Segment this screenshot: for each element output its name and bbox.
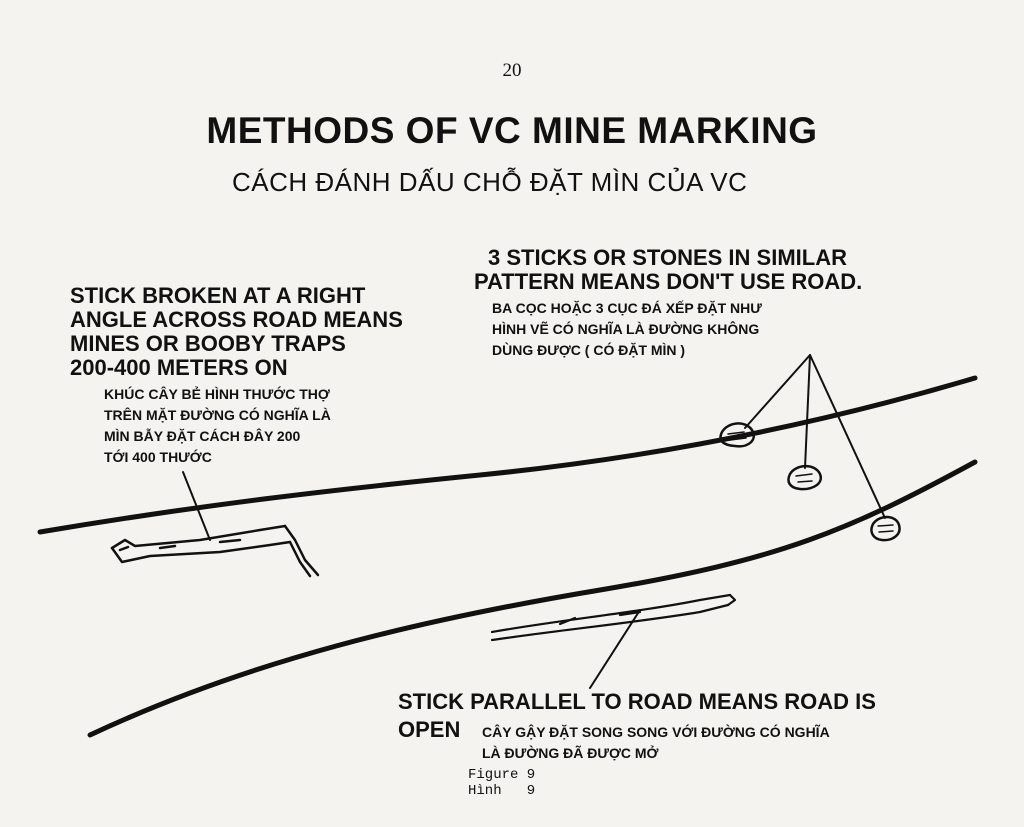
page-subtitle: CÁCH ĐÁNH DẤU CHỖ ĐẶT MÌN CỦA VC (232, 167, 748, 197)
parallel-stick-english-line-2: OPEN (398, 717, 461, 742)
stone-3-drawing (871, 517, 899, 540)
figure-caption (468, 767, 535, 799)
pointer-parallel-stick (590, 610, 640, 688)
three-sticks-english (474, 246, 862, 294)
pointer-stone-3 (810, 355, 885, 518)
page-title: METHODS OF VC MINE MARKING (206, 110, 818, 151)
parallel-stick-vietnamese-line-2: LÀ ĐƯỜNG ĐÃ ĐƯỢC MỞ (482, 745, 659, 761)
three-sticks-vietnamese-line-3: DÙNG ĐƯỢC ( CÓ ĐẶT MÌN ) (492, 342, 686, 358)
pointer-stone-2 (805, 355, 810, 468)
broken-stick-vietnamese-line-1: KHÚC CÂY BẺ HÌNH THƯỚC THỢ (104, 386, 330, 402)
figure-caption-english: Figure 9 (468, 767, 536, 783)
broken-stick-vietnamese-line-2: TRÊN MẶT ĐƯỜNG CÓ NGHĨA LÀ (104, 407, 331, 423)
broken-stick-english-line-1: STICK BROKEN AT A RIGHT (70, 283, 366, 308)
parallel-stick-vietnamese-line-1: CÂY GẬY ĐẶT SONG SONG VỚI ĐƯỜNG CÓ NGHĨA (482, 724, 830, 740)
broken-stick-vietnamese-line-4: TỚI 400 THƯỚC (104, 449, 212, 465)
broken-stick-vietnamese (104, 384, 331, 468)
pointer-stone-1 (745, 355, 810, 428)
broken-stick-english-line-2: ANGLE ACROSS ROAD MEANS (70, 307, 403, 332)
three-sticks-english-line-1: 3 STICKS OR STONES IN SIMILAR (488, 245, 847, 270)
broken-stick-english-line-3: MINES OR BOOBY TRAPS (70, 331, 346, 356)
stone-2-drawing (788, 466, 820, 489)
parallel-stick-english-line-1: STICK PARALLEL TO ROAD MEANS ROAD IS (398, 689, 876, 714)
three-sticks-english-line-2: PATTERN MEANS DON'T USE ROAD. (474, 269, 863, 294)
broken-stick-english (70, 284, 403, 380)
three-sticks-vietnamese-line-2: HÌNH VẼ CÓ NGHĨA LÀ ĐƯỜNG KHÔNG (492, 321, 760, 337)
figure-caption-vietnamese: Hình 9 (468, 783, 536, 799)
page-number: 20 (502, 60, 522, 81)
broken-stick-english-line-4: 200-400 METERS ON (70, 355, 288, 380)
broken-stick-vietnamese-line-3: MÌN BẪY ĐẶT CÁCH ĐÂY 200 (104, 428, 301, 444)
broken-stick-drawing (112, 526, 318, 576)
parallel-stick-vietnamese (482, 722, 830, 764)
three-sticks-vietnamese-line-1: BA CỌC HOẶC 3 CỤC ĐÁ XẾP ĐẶT NHƯ (492, 300, 762, 316)
three-sticks-vietnamese (492, 298, 762, 361)
